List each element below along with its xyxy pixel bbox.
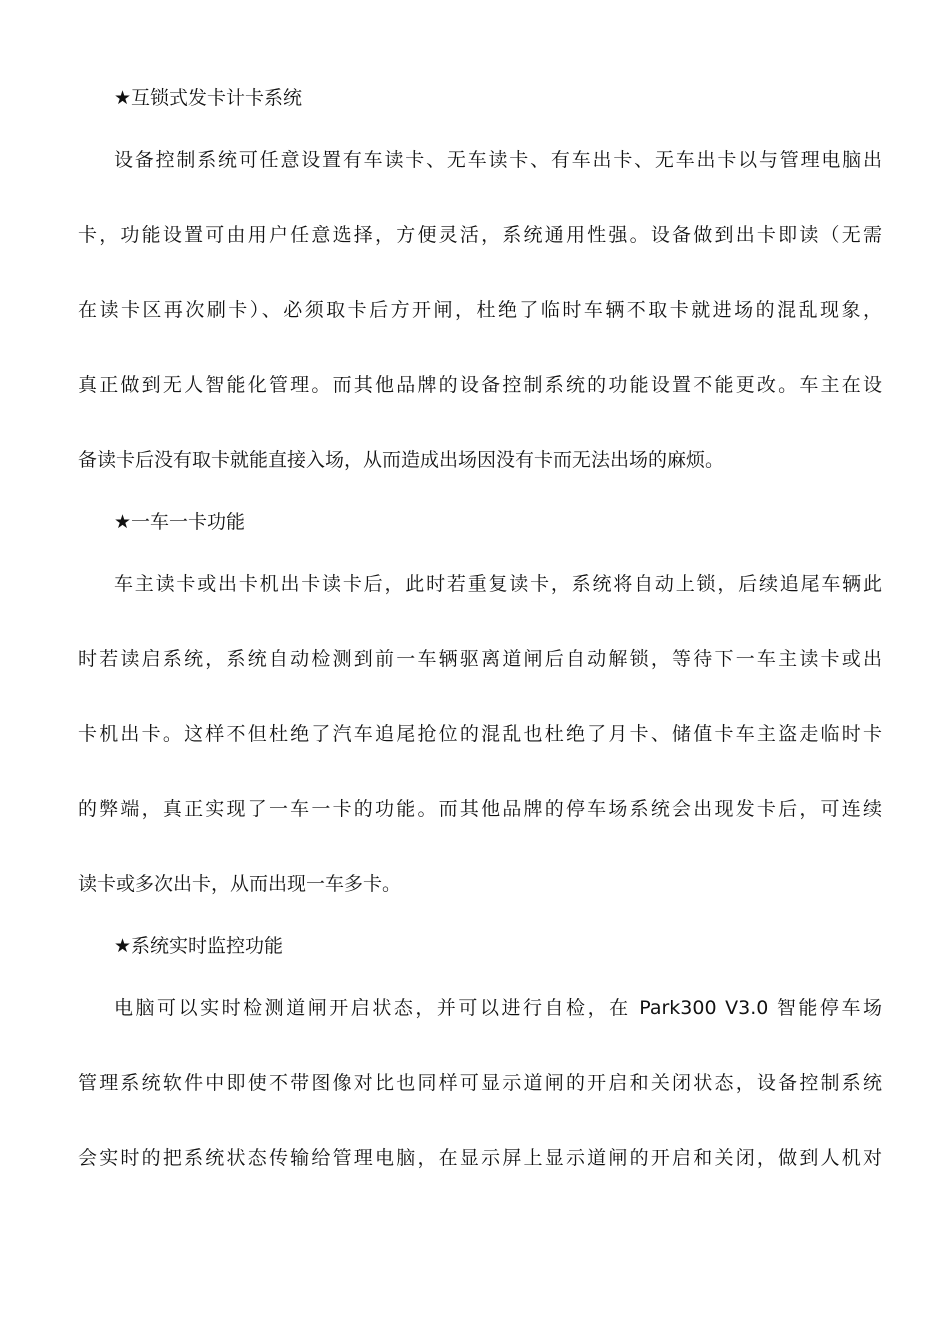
paragraph-line: 设备控制系统可任意设置有车读卡、无车读卡、有车出卡、无车出卡以与管理电脑出	[114, 149, 882, 171]
paragraph-line: 在读卡区再次刷卡）、必须取卡后方开闸，杜绝了临时车辆不取卡就进场的混乱现象，	[78, 299, 882, 321]
paragraph-line: 会实时的把系统状态传输给管理电脑，在显示屏上显示道闸的开启和关闭，做到人机对	[78, 1147, 882, 1169]
paragraph-line: 车主读卡或出卡机出卡读卡后，此时若重复读卡，系统将自动上锁，后续追尾车辆此	[114, 573, 882, 595]
paragraph-line: 时若读启系统，系统自动检测到前一车辆驱离道闸后自动解锁，等待下一车主读卡或出	[78, 648, 882, 670]
section-heading-interlock: ★互锁式发卡计卡系统	[114, 87, 303, 109]
section-heading-one-car-one-card: ★一车一卡功能	[114, 511, 246, 533]
paragraph-line: 电脑可以实时检测道闸开启状态，并可以进行自检，在 Park300 V3.0 智能停车场	[114, 997, 882, 1019]
paragraph-line: 管理系统软件中即使不带图像对比也同样可显示道闸的开启和关闭状态，设备控制系统	[78, 1072, 882, 1094]
paragraph-line: 的弊端，真正实现了一车一卡的功能。而其他品牌的停车场系统会出现发卡后，可连续	[78, 798, 882, 820]
paragraph-line: 真正做到无人智能化管理。而其他品牌的设备控制系统的功能设置不能更改。车主在设	[78, 374, 882, 396]
paragraph-line: 读卡或多次出卡，从而出现一车多卡。	[78, 873, 402, 895]
section-heading-realtime-monitoring: ★系统实时监控功能	[114, 935, 284, 957]
paragraph-line: 备读卡后没有取卡就能直接入场，从而造成出场因没有卡而无法出场的麻烦。	[78, 449, 725, 471]
paragraph-line: 卡，功能设置可由用户任意选择，方便灵活，系统通用性强。设备做到出卡即读（无需	[78, 224, 882, 246]
paragraph-line: 卡机出卡。这样不但杜绝了汽车追尾抢位的混乱也杜绝了月卡、储值卡车主盗走临时卡	[78, 723, 882, 745]
